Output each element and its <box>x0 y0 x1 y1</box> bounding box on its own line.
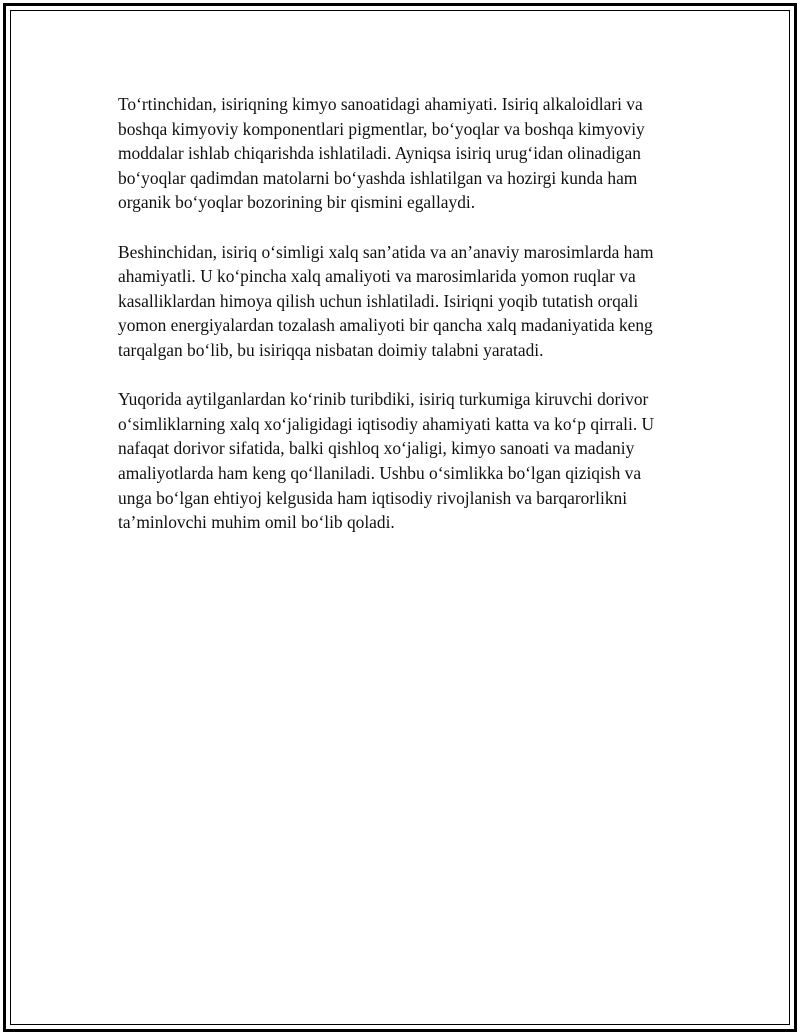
paragraph-chemical-industry: To‘rtinchidan, isiriqning kimyo sanoatidagi ahamiyati. Isiriq alkaloidlari va boshqa kimyoviy komponentlari pigmentlar, bo‘yoqlar va boshqa kimyoviy moddalar ishlab chiqarishda ishlatiladi. Ayniqsa isiriq urug‘idan olinadigan bo‘yoqlar qadimdan matolarni bo‘yashda ishlatilgan va hozirgi kunda ham organik bo‘yoqlar bozorining bir qismini egallaydi. <box>118 94 645 213</box>
document-body <box>118 92 698 559</box>
paragraph-conclusion: Yuqorida aytilganlardan ko‘rinib turibdiki, isiriq turkumiga kiruvchi dorivor o‘simliklarning xalq xo‘jaligidagi iqtisodiy ahamiyati katta va ko‘p qirrali. U nafaqat dorivor sifatida, balki qishloq xo‘jaligi, kimyo sanoati va madaniy amaliyotlarda ham keng qo‘llaniladi. Ushbu o‘simlikka bo‘lgan qiziqish va unga bo‘lgan ehtiyoj kelgusida ham iqtisodiy rivojlanish va barqarorlikni ta’minlovchi muhim omil bo‘lib qoladi. <box>118 389 655 533</box>
paragraph-folk-traditions: Beshinchidan, isiriq o‘simligi xalq san’atida va an’anaviy marosimlarda ham ahamiyatli. U ko‘pincha xalq amaliyoti va marosimlarida yomon ruqlar va kasalliklardan himoya qilish uchun ishlatiladi. Isiriqni yoqib tutatish orqali yomon energiyalardan tozalash amaliyoti bir qancha xalq madaniyatida keng tarqalgan bo‘lib, bu isiriqqa nisbatan doimiy talabni yaratadi. <box>118 241 654 360</box>
